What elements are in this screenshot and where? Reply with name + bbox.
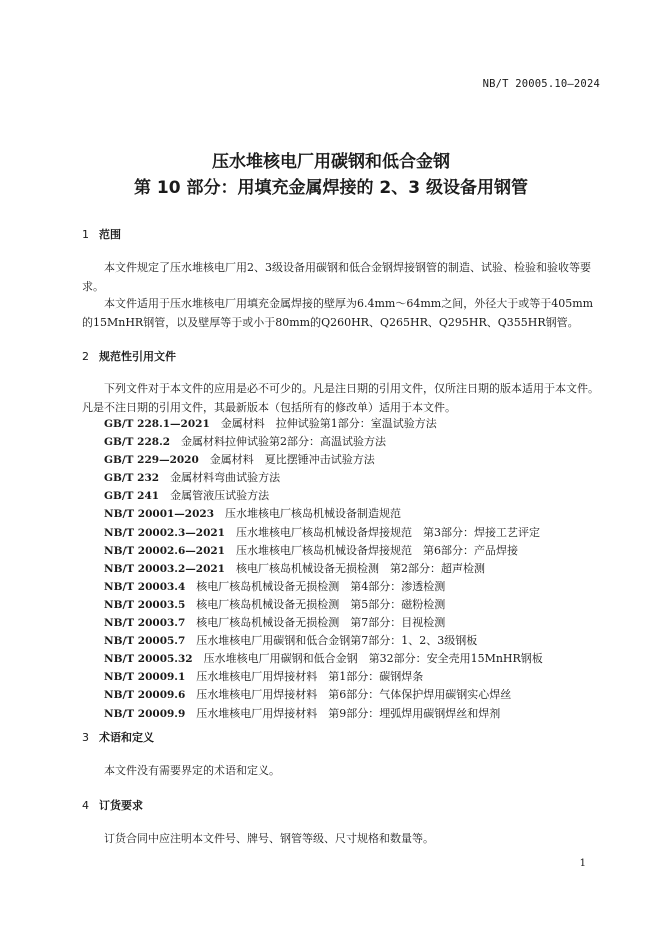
- reference-title: 核电厂核岛机械设备无损检测 第4部分：渗透检测: [196, 579, 446, 593]
- reference-code: NB/T 20001—2023: [104, 508, 215, 521]
- standard-code: NB/T 20005.10—2024: [482, 78, 600, 90]
- reference-code: NB/T 20003.2—2021: [104, 562, 225, 575]
- reference-item: [104, 578, 543, 596]
- reference-item: [104, 614, 543, 632]
- section-1-heading: [82, 226, 121, 242]
- reference-code: NB/T 20009.9: [104, 707, 186, 720]
- scope-paragraph-2: 本文件适用于压水堆核电厂用填充金属焊接的壁厚为6.4mm～64mm之间，外径大于或等于405mm的15MnHR钢管，以及壁厚等于或小于80mm的Q260HR、Q265HR、Q295HR、Q355HR钢管。: [82, 297, 594, 329]
- reference-code: GB/T 232: [104, 472, 160, 485]
- reference-code: NB/T 20003.5: [104, 598, 186, 611]
- scope-paragraph-1: 本文件规定了压水堆核电厂用2、3级设备用碳钢和低合金钢焊接钢管的制造、试验、检验和验收等要求。: [82, 261, 591, 293]
- reference-title: 核电厂核岛机械设备无损检测 第7部分：目视检测: [196, 616, 446, 630]
- ordering-paragraph: 订货合同中应注明本文件号、牌号、钢管等级、尺寸规格和数量等。: [104, 832, 434, 845]
- section-number: 2: [82, 350, 89, 363]
- normative-intro-paragraph: 下列文件对于本文件的应用是必不可少的。凡是注日期的引用文件，仅所注日期的版本适用于本文件。凡是不注日期的引用文件，其最新版本（包括所有的修改单）适用于本文件。: [82, 382, 599, 414]
- section-3-heading: [82, 729, 154, 745]
- section-number: 4: [82, 799, 89, 812]
- page-number: 1: [579, 858, 586, 869]
- reference-item: [104, 505, 543, 523]
- reference-title: 压水堆核电厂核岛机械设备制造规范: [225, 507, 402, 521]
- reference-code: GB/T 228.1—2021: [104, 418, 210, 430]
- reference-title: 压水堆核电厂用碳钢和低合金钢 第32部分：安全壳用15MnHR钢板: [203, 652, 543, 666]
- reference-title: 核电厂核岛机械设备无损检测 第5部分：磁粉检测: [196, 597, 446, 611]
- reference-title: 金属材料拉伸试验第2部分：高温试验方法: [181, 435, 387, 449]
- reference-title: 压水堆核电厂核岛机械设备焊接规范 第3部分：焊接工艺评定: [236, 525, 540, 539]
- reference-title: 金属材料 夏比摆锤冲击试验方法: [209, 453, 375, 467]
- reference-item: [104, 686, 543, 704]
- reference-item: [104, 542, 543, 560]
- reference-title: 金属管液压试验方法: [170, 489, 270, 503]
- section-title: 规范性引用文件: [99, 350, 176, 363]
- reference-item: [104, 487, 543, 505]
- reference-item: [104, 433, 543, 451]
- reference-code: NB/T 20005.32: [104, 653, 193, 666]
- document-title-line2: 第 10 部分：用填充金属焊接的 2、3 级设备用钢管: [134, 178, 528, 198]
- reference-code: NB/T 20003.7: [104, 617, 186, 630]
- reference-item: [104, 469, 543, 487]
- reference-title: 压水堆核电厂用焊接材料 第9部分：埋弧焊用碳钢焊丝和焊剂: [196, 706, 501, 720]
- reference-item: [104, 451, 543, 469]
- reference-item: [104, 632, 543, 650]
- section-4-heading: [82, 797, 143, 813]
- section-title: 订货要求: [99, 799, 143, 812]
- reference-title: 金属材料弯曲试验方法: [170, 471, 281, 485]
- reference-title: 压水堆核电厂用焊接材料 第1部分：碳钢焊条: [196, 670, 424, 684]
- reference-title: 压水堆核电厂用碳钢和低合金钢第7部分：1、2、3级钢板: [196, 634, 478, 648]
- reference-code: NB/T 20009.6: [104, 689, 186, 702]
- reference-code: NB/T 20005.7: [104, 635, 186, 648]
- reference-code: NB/T 20009.1: [104, 671, 186, 684]
- document-title-line1: 压水堆核电厂用碳钢和低合金钢: [212, 152, 450, 172]
- section-2-heading: [82, 348, 176, 364]
- reference-code: GB/T 228.2: [104, 436, 171, 449]
- reference-item: [104, 560, 543, 578]
- reference-list: [104, 415, 543, 723]
- reference-item: [104, 668, 543, 686]
- reference-title: 金属材料 拉伸试验第1部分：室温试验方法: [220, 417, 437, 430]
- section-number: 3: [82, 731, 89, 744]
- reference-item: [104, 596, 543, 614]
- reference-code: NB/T 20002.3—2021: [104, 526, 225, 539]
- reference-item: [104, 705, 543, 723]
- reference-code: GB/T 241: [104, 490, 160, 503]
- reference-item: [104, 415, 543, 433]
- reference-code: NB/T 20003.4: [104, 580, 186, 593]
- reference-item: [104, 650, 543, 668]
- reference-code: NB/T 20002.6—2021: [104, 544, 225, 557]
- reference-item: [104, 524, 543, 542]
- reference-title: 核电厂核岛机械设备无损检测 第2部分：超声检测: [236, 561, 485, 575]
- reference-code: GB/T 229—2020: [104, 454, 199, 467]
- section-number: 1: [82, 228, 89, 241]
- section-title: 范围: [99, 228, 121, 241]
- reference-title: 压水堆核电厂核岛机械设备焊接规范 第6部分：产品焊接: [236, 543, 518, 557]
- reference-title: 压水堆核电厂用焊接材料 第6部分：气体保护焊用碳钢实心焊丝: [196, 688, 512, 702]
- terms-paragraph: 本文件没有需要界定的术语和定义。: [104, 764, 280, 777]
- section-title: 术语和定义: [99, 731, 154, 744]
